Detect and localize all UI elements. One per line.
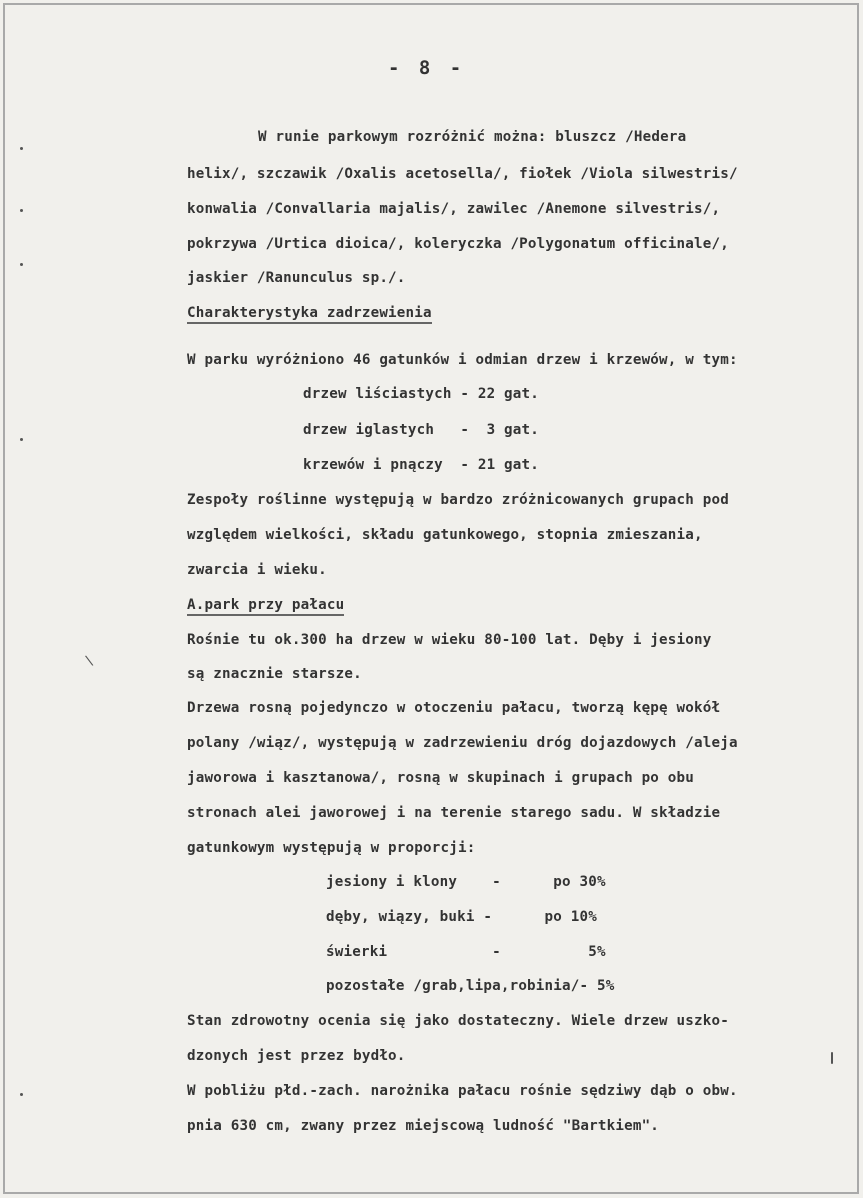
margin-dot [20,1093,23,1096]
text-line: jaskier /Ranunculus sp./. [187,270,406,286]
text-line: W runie parkowym rozróżnić można: bluszcz /Hedera [258,129,687,145]
text-line: względem wielkości, składu gatunkowego, stopnia zmieszania, [187,527,703,543]
margin-dot [20,147,23,150]
subsection-heading: A.park przy pałacu [187,597,344,616]
margin-tick: \ [84,652,95,670]
section-heading: Charakterystyka zadrzewienia [187,305,432,324]
count-line: krzewów i pnączy - 21 gat. [303,457,540,473]
text-line: zwarcia i wieku. [187,562,327,578]
proportion-line: pozostałe /grab,lipa,robinia/- 5% [326,978,615,994]
text-line: pnia 630 cm, zwany przez miejscową ludność "Bartkiem". [187,1118,660,1134]
text-line: W parku wyróżniono 46 gatunków i odmian drzew i krzewów, w tym: [187,352,738,368]
text-line: Drzewa rosną pojedynczo w otoczeniu pałacu, tworzą kępę wokół [187,700,721,716]
text-line: helix/, szczawik /Oxalis acetosella/, fiołek /Viola silwestris/ [187,166,738,182]
text-line: jaworowa i kasztanowa/, rosną w skupinach i grupach po obu [187,770,695,786]
count-line: drzew iglastych - 3 gat. [303,422,540,438]
text-line: dzonych jest przez bydło. [187,1048,406,1064]
margin-dot [20,263,23,266]
text-line: Zespoły roślinne występują w bardzo zróżnicowanych grupach pod [187,492,729,508]
text-line: polany /wiąz/, występują w zadrzewieniu dróg dojazdowych /aleja [187,735,738,751]
margin-dot [20,209,23,212]
margin-tick [831,1052,833,1064]
text-line: pokrzywa /Urtica dioica/, koleryczka /Polygonatum officinale/, [187,236,729,252]
text-line: W pobliżu płd.-zach. narożnika pałacu rośnie sędziwy dąb o obw. [187,1083,738,1099]
text-line: gatunkowym występują w proporcji: [187,840,476,856]
proportion-line: jesiony i klony - po 30% [326,874,606,890]
text-line: są znacznie starsze. [187,666,362,682]
proportion-line: świerki - 5% [326,944,606,960]
page-number: - 8 - [388,57,466,79]
count-line: drzew liściastych - 22 gat. [303,386,540,402]
text-line: Stan zdrowotny ocenia się jako dostateczny. Wiele drzew uszko- [187,1013,729,1029]
text-line: stronach alei jaworowej i na terenie starego sadu. W składzie [187,805,721,821]
text-line: konwalia /Convallaria majalis/, zawilec /Anemone silvestris/, [187,201,721,217]
proportion-line: dęby, wiązy, buki - po 10% [326,909,597,925]
text-line: Rośnie tu ok.300 ha drzew w wieku 80-100 lat. Dęby i jesiony [187,632,712,648]
margin-dot [20,438,23,441]
